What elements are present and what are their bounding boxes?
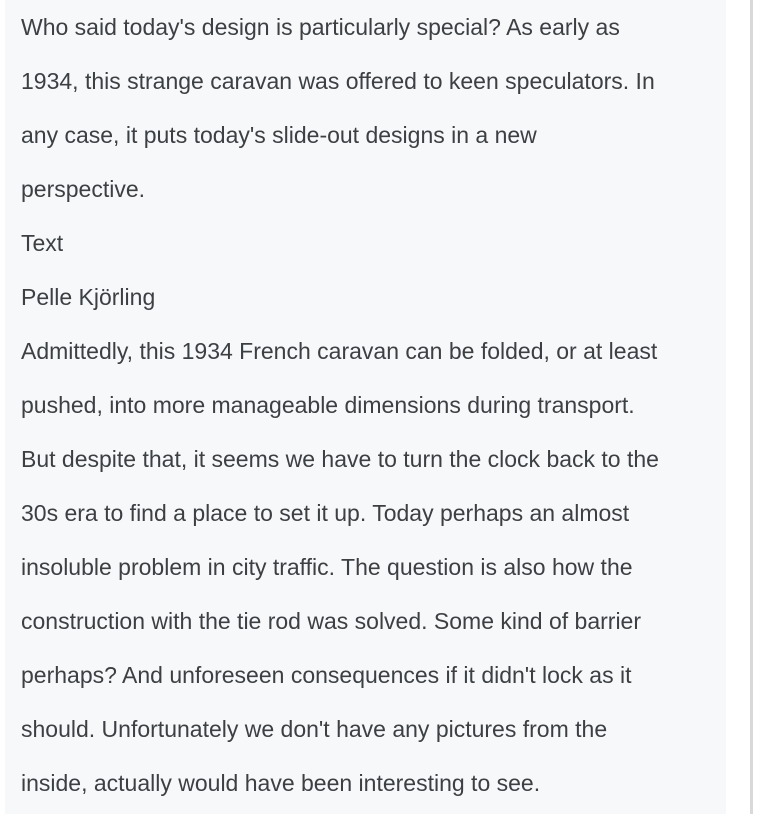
body-line: Admittedly, this 1934 French caravan can be folded, or at least (21, 338, 658, 364)
body-line: perhaps? And unforeseen consequences if it didn't lock as it (21, 662, 632, 688)
intro-line: 1934, this strange caravan was offered to keen speculators. In (21, 68, 655, 94)
body-line: should. Unfortunately we don't have any pictures from the (21, 716, 608, 742)
body-line: insoluble problem in city traffic. The question is also how the (21, 554, 633, 580)
body-line: 30s era to find a place to set it up. Today perhaps an almost (21, 500, 630, 526)
body-line: construction with the tie rod was solved. Some kind of barrier (21, 608, 642, 634)
credit-label: Text (21, 230, 64, 256)
intro-line: perspective. (21, 176, 146, 202)
intro-line: Who said today's design is particularly special? As early as (21, 14, 620, 40)
intro-line: any case, it puts today's slide-out designs in a new (21, 122, 537, 148)
author-name: Pelle Kjörling (21, 284, 156, 310)
body-line: But despite that, it seems we have to turn the clock back to the (21, 446, 659, 472)
scrollbar-gutter (753, 0, 758, 814)
body-line: inside, actually would have been interesting to see. (21, 770, 541, 796)
intro-paragraph (21, 0, 721, 216)
body-paragraph (21, 324, 721, 810)
article-content (21, 0, 721, 810)
body-line: pushed, into more manageable dimensions during transport. (21, 392, 635, 418)
